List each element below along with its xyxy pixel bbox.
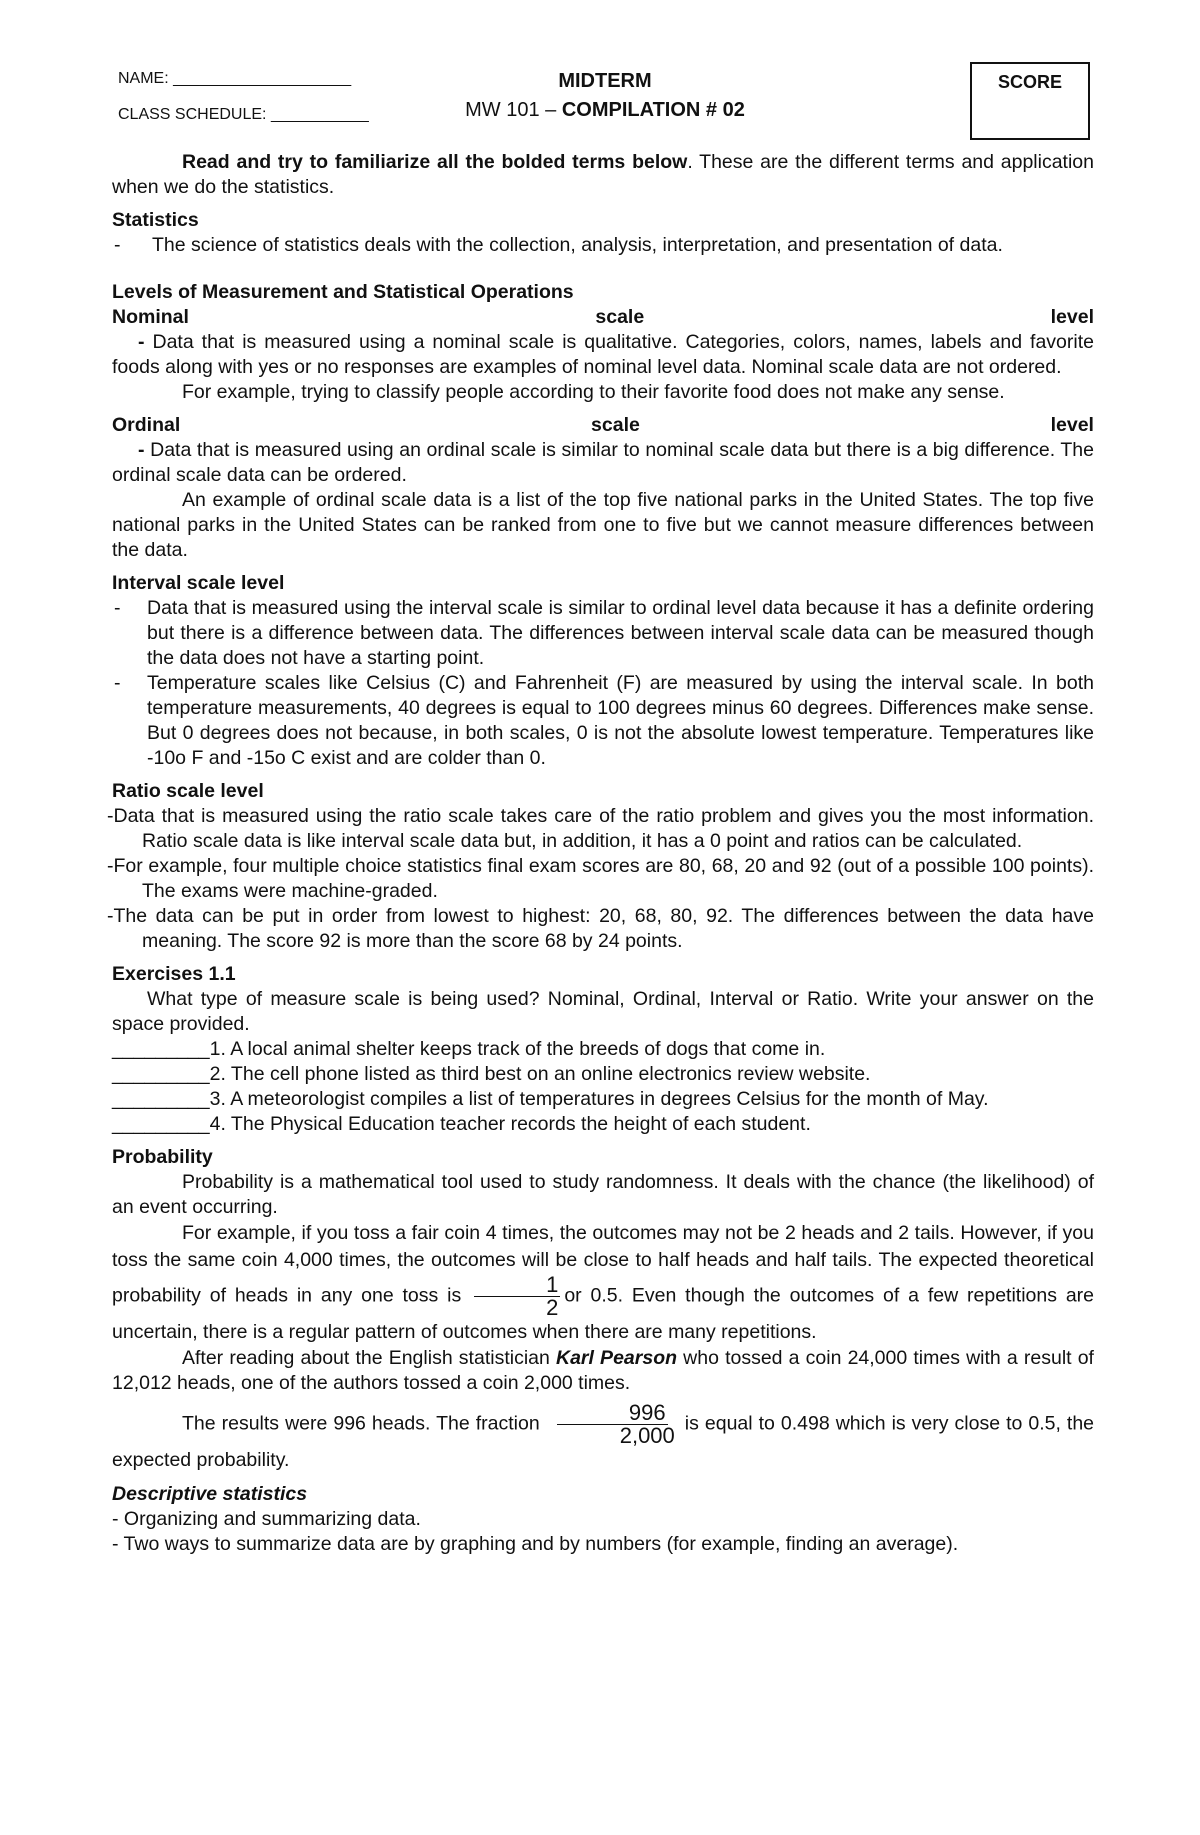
class-schedule-field-label: CLASS SCHEDULE: ___________	[118, 106, 369, 123]
document-title-block	[430, 70, 780, 122]
probability-paragraph-1: Probability is a mathematical tool used to study randomness. It deals with the chance (the likelihood) of an event occurring.	[112, 1171, 1094, 1218]
probability-paragraph-4: The results were 996 heads. The fraction $\frac{996}{2,000}$ is equal to 0.498 which is very close to 0.5, the expected probability.	[112, 1400, 1095, 1471]
ratio-bullet-1: -Data that is measured using the ratio scale takes care of the ratio problem and gives you the most information. Ratio scale data is like interval scale data but, in addition, it has a 0 point and ratios can be calculated.	[107, 805, 1094, 852]
exercise-item-3: _________3. A meteorologist compiles a list of temperatures in degrees Celsius for the month of May.	[112, 1088, 989, 1110]
interval-heading: Interval scale level	[112, 572, 285, 594]
exercises-heading: Exercises 1.1	[112, 963, 236, 985]
interval-bullet-2: - Temperature scales like Celsius (C) and Fahrenheit (F) are measured by using the interval scale. In both temperature measurements, 40 degrees is equal to 100 degrees minus 60 degrees. Differences make sense. But 0 degrees does not because, in both scales, 0 is not the absolute lowest temperature. Temperatures like -10o F and -15o C exist and are colder than 0.	[114, 672, 1094, 769]
probability-heading: Probability	[112, 1146, 213, 1168]
intro-paragraph	[112, 150, 1094, 200]
name-field-label: NAME: ____________________	[118, 70, 352, 87]
exercises-instructions: What type of measure scale is being used? Nominal, Ordinal, Interval or Ratio. Write your answer on the space provided.	[112, 988, 1094, 1035]
student-info	[118, 70, 369, 142]
one-half-fraction: $\frac{1}{2}$	[474, 1274, 560, 1319]
course-code: MW 101 –	[465, 99, 562, 121]
document-title: MIDTERM	[558, 70, 652, 92]
compilation-number: COMPILATION # 02	[561, 99, 745, 121]
document-body	[107, 150, 1095, 1557]
ratio-bullet-2: -For example, four multiple choice statistics final exam scores are 80, 68, 20 and 92 (out of a possible 100 points). The exams were machine-graded.	[107, 855, 1094, 902]
nominal-definition: - Data that is measured using a nominal scale is qualitative. Categories, colors, names, labels and favorite foods along with yes or no responses are examples of nominal level data. Nominal scale data are not ordered.	[112, 331, 1094, 378]
interval-bullet-1: - Data that is measured using the interval scale is similar to ordinal level data because it has a definite ordering but there is a difference between data. The differences between interval scale data can be measured though the data does not have a starting point.	[114, 597, 1094, 669]
karl-pearson-name: Karl Pearson	[555, 1347, 678, 1369]
descriptive-bullet-2: - Two ways to summarize data are by graphing and by numbers (for example, finding an average).	[112, 1533, 959, 1555]
intro-bold: Read and try to familiarize all the bolded terms below	[182, 151, 688, 173]
levels-heading: Levels of Measurement and Statistical Operations	[112, 281, 574, 303]
descriptive-heading: Descriptive statistics	[112, 1483, 308, 1505]
nominal-heading: Nominal scale level	[112, 306, 1094, 328]
descriptive-bullet-1: - Organizing and summarizing data.	[112, 1508, 421, 1530]
probability-paragraph-3: After reading about the English statistician Karl Pearson who tossed a coin 24,000 times with a result of 12,012 heads, one of the authors tossed a coin 2,000 times.	[112, 1347, 1094, 1394]
intro-rest: . These are the different terms and application when we do the statistics.	[112, 151, 1094, 198]
exercise-item-1: _________1. A local animal shelter keeps track of the breeds of dogs that come in.	[112, 1038, 826, 1060]
exercise-item-4: _________4. The Physical Education teacher records the height of each student.	[112, 1113, 811, 1135]
nominal-example: For example, trying to classify people according to their favorite food does not make any sense.	[182, 381, 1005, 403]
ordinal-heading: Ordinal scale level	[112, 414, 1094, 436]
statistics-heading: Statistics	[112, 209, 199, 231]
ratio-bullet-3: -The data can be put in order from lowest to highest: 20, 68, 80, 92. The differences between the data have meaning. The score 92 is more than the score 68 by 24 points.	[107, 905, 1094, 952]
score-box	[970, 62, 1090, 140]
ordinal-definition: - Data that is measured using an ordinal scale is similar to nominal scale data but there is a big difference. The ordinal scale data can be ordered.	[112, 439, 1094, 486]
document-subtitle	[430, 99, 780, 122]
statistics-definition: - The science of statistics deals with the collection, analysis, interpretation, and presentation of data.	[114, 234, 1003, 256]
ratio-heading: Ratio scale level	[112, 780, 264, 802]
exercise-item-2: _________2. The cell phone listed as third best on an online electronics review website.	[112, 1063, 871, 1085]
996-over-2000-fraction: $\frac{996}{2,000}$	[550, 1402, 675, 1447]
ordinal-example: An example of ordinal scale data is a list of the top five national parks in the United States. The top five national parks in the United States can be ranked from one to five but we cannot measure differences between the data.	[112, 489, 1094, 561]
score-label: SCORE	[997, 72, 1062, 92]
probability-paragraph-2: For example, if you toss a fair coin 4 times, the outcomes may not be 2 heads and 2 tails. However, if you toss the same coin 4,000 times, the outcomes will be close to half heads and half tails. The expected theoretical probability of heads in any one toss is $\frac{1}{2}$ or 0.5. Even though the outcomes of a few repetitions are uncertain, there is a regular pattern of outcomes when there are many repetitions.	[112, 1222, 1095, 1343]
bullet-dash: -	[114, 234, 121, 256]
